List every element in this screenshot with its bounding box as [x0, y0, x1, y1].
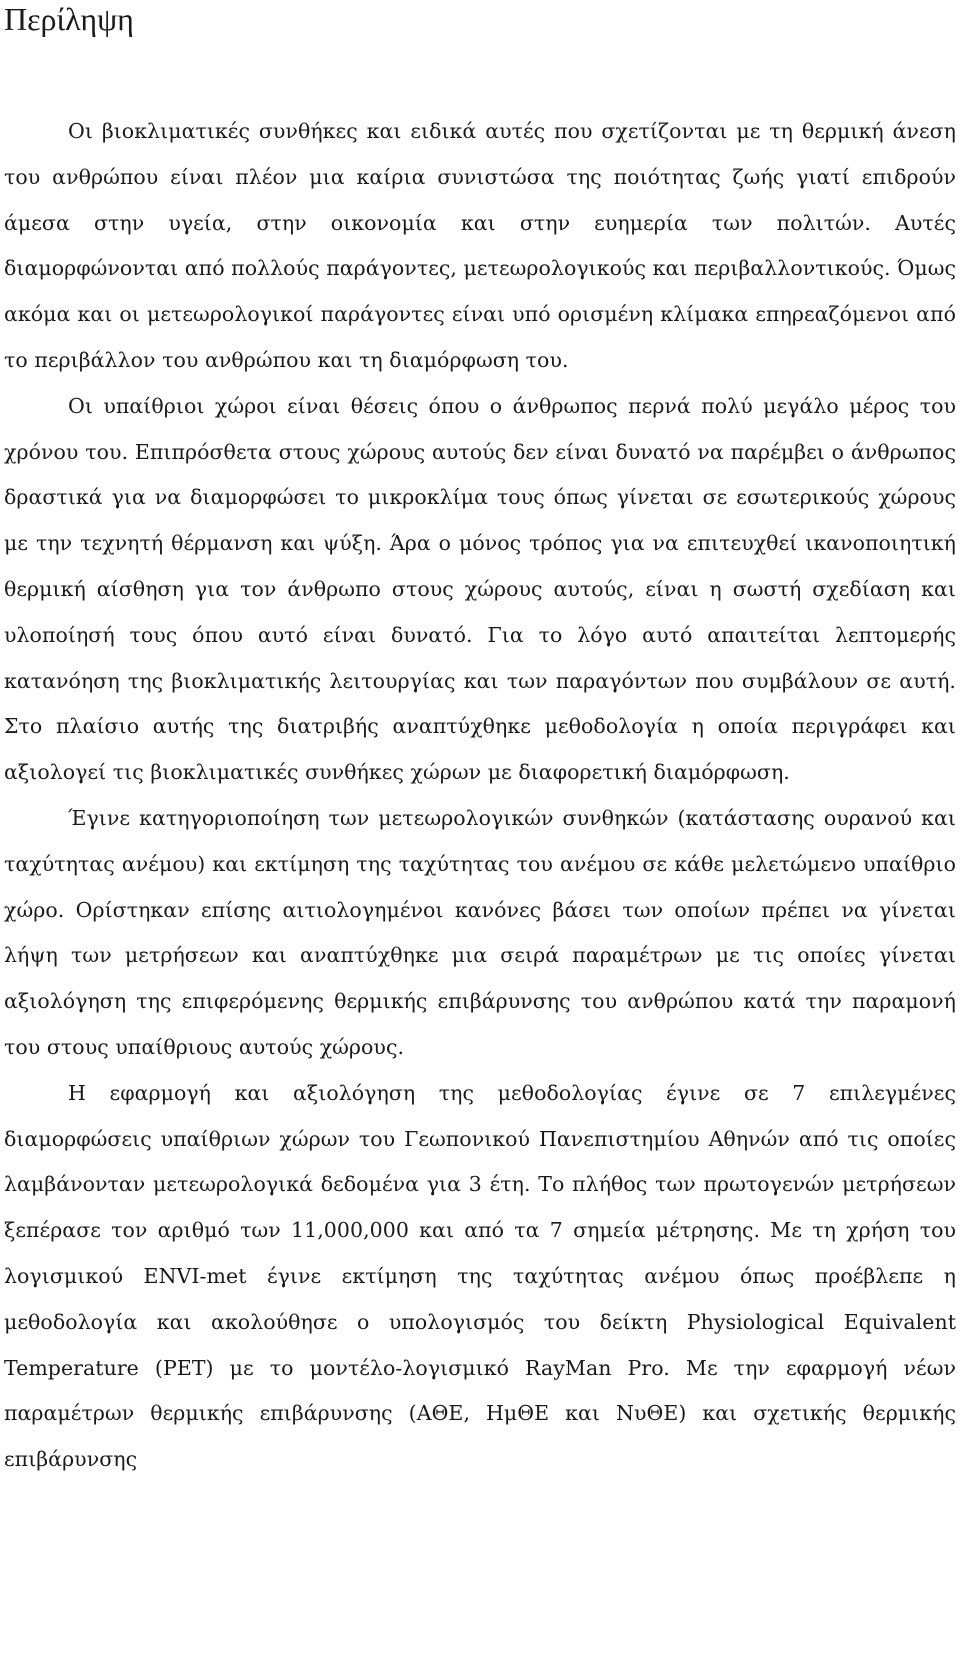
paragraph-3: Έγινε κατηγοριοποίηση των μετεωρολογικών συνθηκών (κατάστασης ουρανού και ταχύτητας ανέμου) και εκτίμηση της ταχύτητας του ανέμου σε κάθε μελετώμενο υπαίθριο χώρο. Ορίστηκαν επίσης αιτιολογημένοι κανόνες βάσει των οποίων πρέπει να γίνεται λήψη των μετρήσεων και αναπτύχθηκε μια σειρά παραμέτρων με τις οποίες γίνεται αξιολόγηση της επιφερόμενης θερμικής επιβάρυνσης του ανθρώπου κατά την παραμονή του στους υπαίθριους αυτούς χώρους. [4, 805, 956, 1059]
paragraph-2: Οι υπαίθριοι χώροι είναι θέσεις όπου ο άνθρωπος περνά πολύ μεγάλο μέρος του χρόνου του. Επιπρόσθετα στους χώρους αυτούς δεν είναι δυνατό να παρέμβει ο άνθρωπος δραστικά για να διαμορφώσει το μικροκλίμα τους όπως γίνεται σε εσωτερικούς χώρους με την τεχνητή θέρμανση και ψύξη. Άρα ο μόνος τρόπος για να επιτευχθεί ικανοποιητική θερμική αίσθηση για τον άνθρωπο στους χώρους αυτούς, είναι η σωστή σχεδίαση και υλοποίησή τους όπου αυτό είναι δυνατό. Για το λόγο αυτό απαιτείται λεπτομερής κατανόηση της βιοκλιματικής λειτουργίας και των παραγόντων που συμβάλουν σε αυτή. Στο πλαίσιο αυτής της διατριβής αναπτύχθηκε μεθοδολογία η οποία περιγράφει και αξιολογεί τις βιοκλιματικές συνθήκες χώρων με διαφορετική διαμόρφωση. [4, 393, 956, 785]
page-title: Περίληψη [4, 1, 134, 37]
paragraph-1: Οι βιοκλιματικές συνθήκες και ειδικά αυτές που σχετίζονται με τη θερμική άνεση του ανθρώπου είναι πλέον μια καίρια συνιστώσα της ποιότητας ζωής γιατί επιδρούν άμεσα στην υγεία, στην οικονομία και στην ευημερία των πολιτών. Αυτές διαμορφώνονται από πολλούς παράγοντες, μετεωρολογικούς και περιβαλλοντικούς. Όμως ακόμα και οι μετεωρολογικοί παράγοντες είναι υπό ορισμένη κλίμακα επηρεαζόμενοι από το περιβάλλον του ανθρώπου και τη διαμόρφωση του. [4, 119, 956, 372]
paragraph-4: Η εφαρμογή και αξιολόγηση της μεθοδολογίας έγινε σε 7 επιλεγμένες διαμορφώσεις υπαίθριων χώρων του Γεωπονικού Πανεπιστημίου Αθηνών από τις οποίες λαμβάνονταν μετεωρολογικά δεδομένα για 3 έτη. Το πλήθος των πρωτογενών μετρήσεων ξεπέρασε τον αριθμό των 11,000,000 και από τα 7 σημεία μέτρησης. Με τη χρήση του λογισμικού ENVI-met έγινε εκτίμηση της ταχύτητας ανέμου όπως προέβλεπε η μεθοδολογία και ακολούθησε ο υπολογισμός του δείκτη Physiological Equivalent Temperature (PET) με το μοντέλο-λογισμικό RayMan Pro. Με την εφαρμογή νέων παραμέτρων θερμικής επιβάρυνσης (ΑΘΕ, ΗμΘΕ και ΝυΘΕ) και σχετικής θερμικής επιβάρυνσης [4, 1080, 956, 1472]
abstract-body [4, 109, 956, 1483]
